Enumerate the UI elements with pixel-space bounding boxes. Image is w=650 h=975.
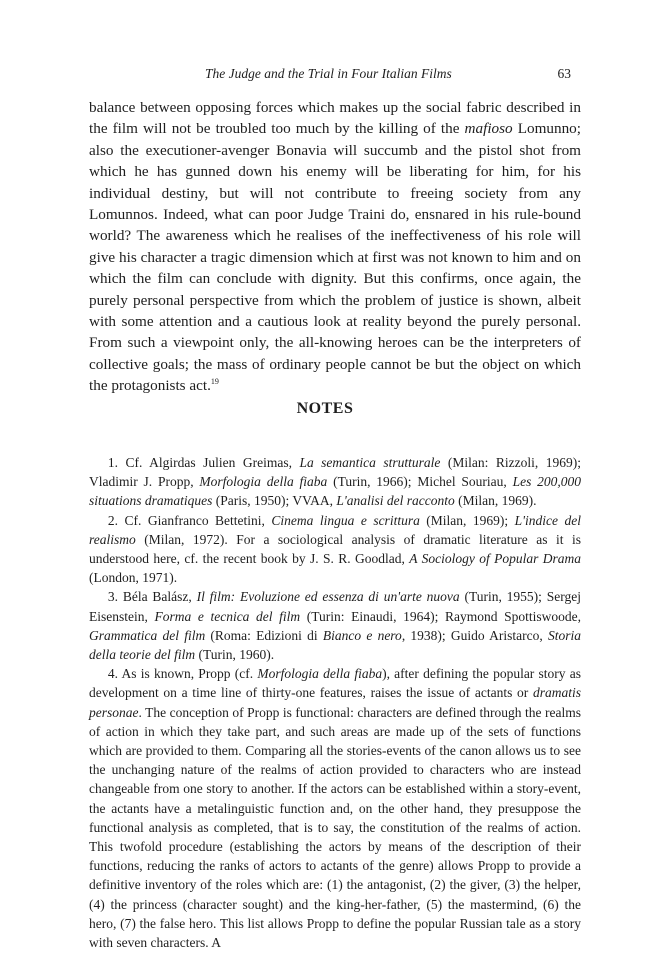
note-number: 4.: [107, 666, 119, 682]
note-title: Il film: Evoluzione ed essenza di un'arte nuova: [196, 589, 460, 605]
note-title: dramatis personae: [89, 685, 581, 720]
note-2: [89, 511, 581, 588]
note-number: 3.: [107, 589, 119, 605]
note-title: L'indice del realismo: [89, 512, 581, 547]
note-title: Bianco e nero: [322, 627, 402, 643]
note-4: [89, 664, 581, 952]
note-text: (Milan, 1969);: [419, 512, 515, 528]
note-text: (Turin: Einaudi, 1964); Raymond Spottiswoode,: [300, 608, 581, 624]
running-title: The Judge and the Trial in Four Italian Films: [205, 66, 452, 81]
note-title: Grammatica del film: [89, 627, 206, 643]
note-text: (Paris, 1950); VVAA,: [212, 493, 337, 509]
note-text: , 1938); Guido Aristarco,: [401, 627, 548, 643]
note-title: L'analisi del racconto: [336, 493, 455, 509]
notes-heading: NOTES: [296, 400, 354, 417]
note-title: Forma e tecnica del film: [154, 608, 301, 624]
note-text: Cf. Algirdas Julien Greimas,: [118, 455, 300, 470]
note-text: Béla Balász,: [118, 589, 197, 605]
note-title: La semantica strutturale: [299, 455, 441, 470]
note-text: Cf. Gianfranco Bettetini,: [118, 512, 272, 528]
note-title: Morfologia della fiaba: [257, 666, 383, 682]
note-text: . The conception of Propp is functional: characters are defined through the realms of action in which they take part, and such areas are made up of the sets of functions which are provided to them. Comparing all the stories-events of the canon allows us to see the unchanging nature of the realms of action provided to characters who are instead changeable from one story to another. If the actors can be established within a story-event, the actants have a metalinguistic function and, on the other hand, they presuppose the functional analysis as completed, that is to say, the constitution of the realms of action. This twofold procedure (establishing the actors by means of the description of their functions, reducing the ranks of actors to actants of the genre) allows Propp to provide a definitive inventory of the roles which are: (1) the antagonist, (2) the giver, (3) the helper, (4) the princess (character sought) and the king-her-father, (5) the mastermind, (6) the hero, (7) the false hero. This list allows Propp to define the popular Russian tale as a story with seven characters. A: [89, 704, 581, 951]
note-text: (Turin, 1960).: [195, 647, 275, 663]
body-text-segment: balance between opposing forces which makes up the social fabric described in the film will not be troubled too much by the killing of the: [89, 99, 581, 138]
note-title: Les 200,000 situations dramatiques: [89, 474, 581, 509]
note-text: (Milan, 1972). For a sociological analysis of dramatic literature as it is understood here, cf. the recent book by J. S. R. Goodlad,: [89, 531, 581, 567]
note-text: As is known, Propp (cf.: [118, 666, 258, 682]
note-title: Morfologia della fiaba: [199, 474, 328, 490]
notes-section: [89, 453, 581, 952]
note-text: (Turin, 1966); Michel Souriau,: [327, 474, 513, 490]
note-text: (Roma: Edizioni di: [205, 627, 323, 643]
note-number: 2.: [107, 512, 119, 528]
note-number: 1.: [107, 455, 119, 470]
note-1: [89, 453, 581, 511]
body-text-segment: Lomunno; also the executioner-avenger Bonavia will succumb and the pistol shot from which he has gunned down his enemy will be liberating for him, for his individual destiny, but will not contribute to freeing society from any Lomunnos. Indeed, what can poor Judge Traini do, ensnared in his rule-bound world? The awareness which he realises of the ineffectiveness of his role will give his character a tragic dimension which at first was not known to him and on which the film can conclude with dignity. But this confirms, once again, the purely personal perspective from which the problem of justice is shown, albeit with some attention and a cautious look at reality beyond the purely personal. From such a viewpoint only, the all-knowing heroes can be the interpreters of collective goals; the mass of ordinary people cannot be but the object on which the protagonists act.: [89, 120, 581, 395]
footnote-reference: 19: [210, 377, 219, 387]
note-text: (Milan: Rizzoli, 1969); Vladimir J. Propp,: [89, 455, 581, 490]
note-title: Storia della teorie del film: [89, 627, 581, 663]
note-text: (London, 1971).: [89, 570, 178, 586]
note-title: A Sociology of Popular Drama: [409, 551, 581, 567]
running-head: [0, 66, 650, 86]
note-text: (Milan, 1969).: [454, 493, 537, 509]
note-text: ), after defining the popular story as development on a time line of thirty-one features, raises the issue of actants or: [89, 666, 581, 701]
body-paragraph: [89, 97, 581, 397]
note-title: Cinema lingua e scrittura: [271, 512, 420, 528]
note-text: (Turin, 1955); Sergej Eisenstein,: [89, 589, 581, 624]
note-3: [89, 587, 581, 664]
body-italic-term: mafioso: [464, 120, 513, 138]
page-number: 63: [557, 66, 571, 81]
